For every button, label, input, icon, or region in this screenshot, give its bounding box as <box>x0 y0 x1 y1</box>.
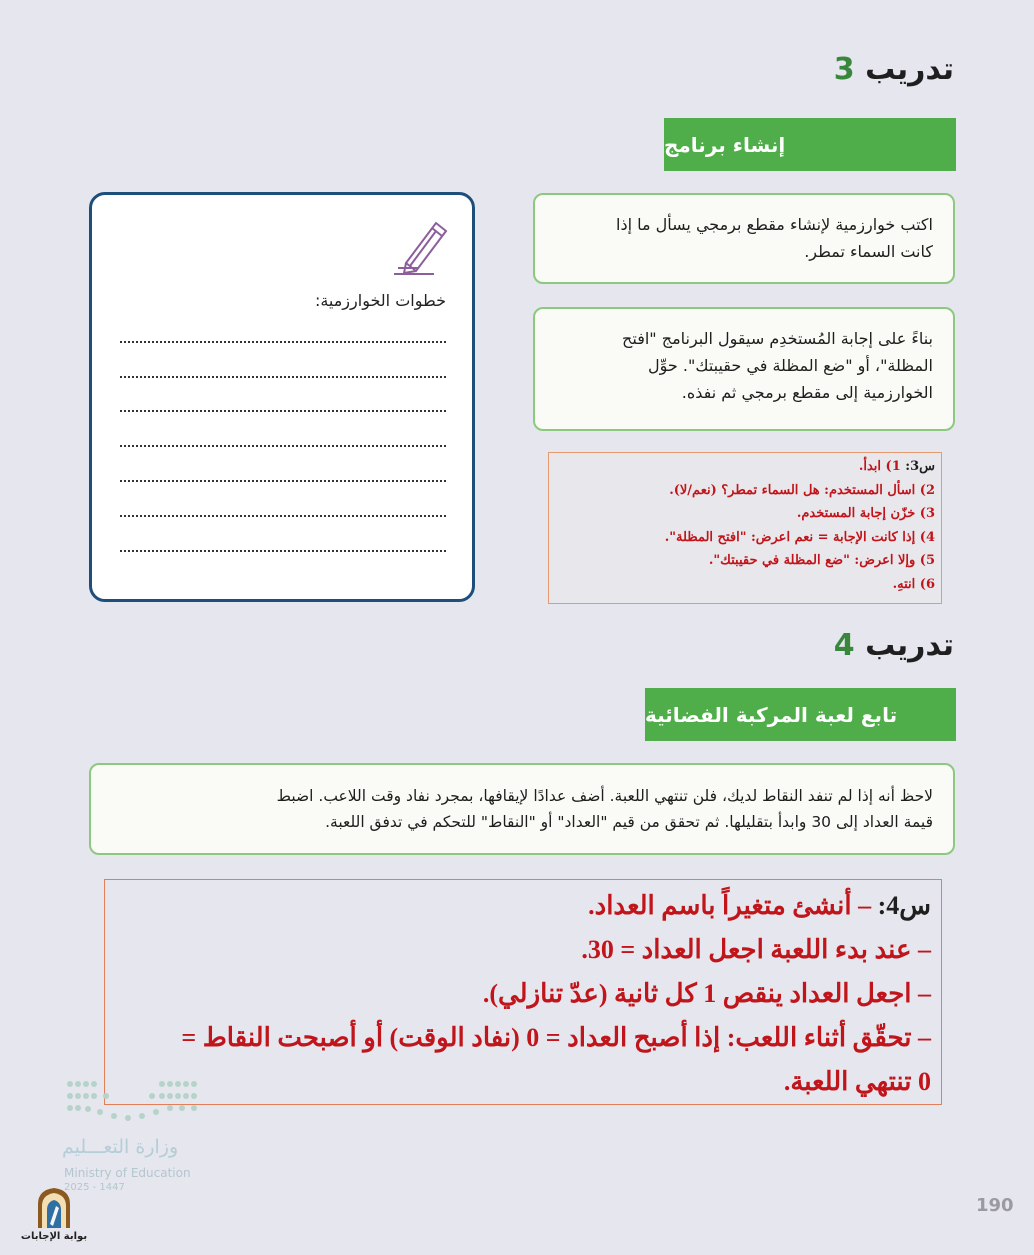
practice3-title-num: 3 <box>833 52 855 87</box>
answer-line-6[interactable] <box>120 515 446 517</box>
practice3-banner-text: إنشاء برنامج <box>664 132 786 157</box>
ministry-year: 2025 - 1447 <box>64 1182 125 1193</box>
answer-line-3[interactable] <box>120 410 446 412</box>
practice3-instruction-box <box>533 193 955 284</box>
practice3-box1-line2: كانت السماء تمطر. <box>804 242 933 261</box>
answer-line-4[interactable] <box>120 445 446 447</box>
ministry-logo <box>62 1076 202 1124</box>
algorithm-steps-heading: خطوات الخوارزمية: <box>314 291 446 310</box>
practice4-box-line2: قيمة العداد إلى 30 وابدأ بتقليلها. ثم تحقق من قيم "العداد" أو "النقاط" للتحكم في تدفق اللعبة. <box>325 813 933 831</box>
practice4-banner <box>645 688 956 741</box>
answer-line-1[interactable] <box>120 341 446 343</box>
answer4-q-label: س4: <box>877 891 931 920</box>
practice3-requirement-box <box>533 307 955 431</box>
practice4-title-word: تدريب <box>865 628 954 663</box>
practice4-answer-box <box>104 879 942 1105</box>
practice4-title <box>654 628 954 663</box>
practice3-banner <box>664 118 956 171</box>
answer4-line-2: – عند بدء اللعبة اجعل العداد = 30. <box>581 935 931 964</box>
ministry-dots-icon <box>62 1076 202 1124</box>
pencil-icon <box>392 215 452 281</box>
answer4-line-5: 0 تنتهي اللعبة. <box>783 1067 931 1096</box>
ministry-name-en: Ministry of Education <box>64 1166 191 1180</box>
practice4-title-num: 4 <box>833 628 855 663</box>
practice3-answer-box <box>548 452 942 604</box>
answer4-line-4: – تحقّق أثناء اللعب: إذا أصبح العداد = 0 (نفاد الوقت) أو أصبحت النقاط = <box>181 1023 931 1052</box>
answer-line-2[interactable] <box>120 376 446 378</box>
practice4-instruction-box <box>89 763 955 855</box>
practice3-box2-line3: الخوارزمية إلى مقطع برمجي ثم نفذه. <box>681 383 933 402</box>
answer-line-7[interactable] <box>120 550 446 552</box>
answer3-line-3: 3) خزّن إجابة المستخدم. <box>796 506 935 521</box>
practice4-banner-text: تابع لعبة المركبة الفضائية <box>645 702 898 727</box>
answer4-line-1-text: – أنشئ متغيراً باسم العداد. <box>588 891 872 920</box>
answer4-line-1 <box>105 884 931 928</box>
answer-line-5[interactable] <box>120 480 446 482</box>
practice3-title <box>654 52 954 87</box>
answer3-line-1 <box>549 455 935 479</box>
practice4-box-line1: لاحظ أنه إذا لم تنفد النقاط لديك، فلن تنتهي اللعبة. أضف عدادًا لإيقافها، بمجرد نفاد وقت اللاعب. اضبط <box>276 787 933 805</box>
practice3-box2-line1: بناءً على إجابة المُستخدِم سيقول البرنامج "افتح <box>622 329 933 348</box>
answers-portal-badge[interactable] <box>16 1186 92 1246</box>
answer3-line-5: 5) وإلا اعرض: "ضع المظلة في حقيبتك". <box>708 553 935 568</box>
answer3-line-2: 2) اسأل المستخدم: هل السماء تمطر؟ (نعم/لا). <box>669 482 935 498</box>
answer3-q-label: س3: <box>905 459 935 474</box>
page-number: 190 <box>976 1195 1014 1216</box>
ministry-name-ar: وزارة التعـــليم <box>62 1136 179 1158</box>
answer4-line-3: – اجعل العداد ينقص 1 كل ثانية (عدّ تنازلي). <box>482 979 931 1008</box>
answer3-line-1-text: 1) ابدأ. <box>858 459 901 474</box>
answers-portal-label: بوابة الإجابات <box>20 1231 88 1242</box>
answer3-line-4: 4) إذا كانت الإجابة = نعم اعرض: "افتح المظلة". <box>664 529 935 545</box>
practice3-box1-line1: اكتب خوارزمية لإنشاء مقطع برمجي يسأل ما إذا <box>616 215 933 234</box>
practice3-title-word: تدريب <box>865 52 954 87</box>
algorithm-steps-card <box>89 192 475 602</box>
answer3-line-6: 6) انتهِ. <box>892 576 935 592</box>
mosque-gate-icon <box>16 1186 92 1230</box>
practice3-box2-line2: المظلة"، أو "ضع المظلة في حقيبتك". حوِّل <box>648 356 933 375</box>
